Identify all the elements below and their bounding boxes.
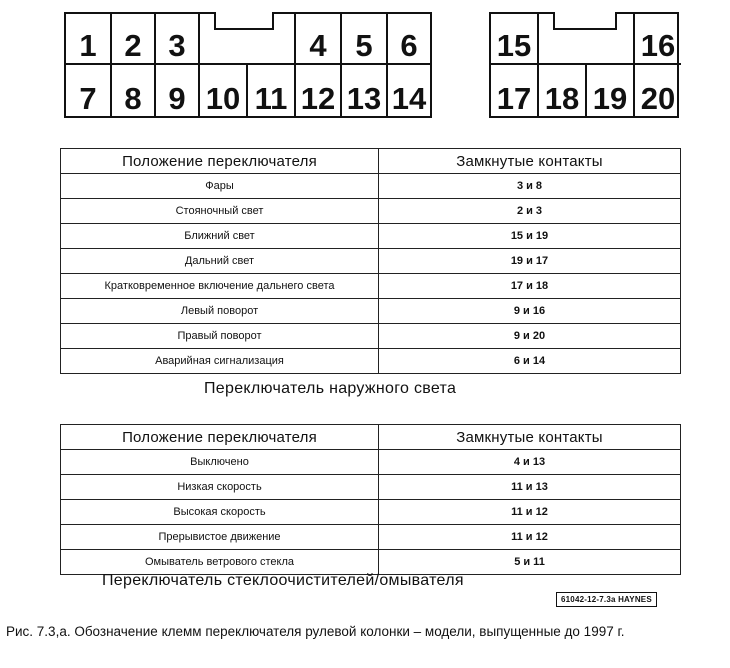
connector-right [489,12,679,118]
wiper-table [60,424,681,575]
column-header-contacts: Замкнутые контакты [379,149,681,174]
row-label: Омыватель ветрового стекла [61,550,379,575]
pin-11: 11 [248,65,296,116]
pin-13: 13 [342,65,388,116]
column-header-position: Положение переключателя [61,149,379,174]
figure-reference-stamp: 61042-12-7.3a HAYNES [556,592,657,607]
table-row [61,324,681,349]
table-header-row [61,149,681,174]
pin-7: 7 [66,65,112,116]
wiper-caption: Переключатель стеклоочистителей/омывателя [102,572,464,589]
exterior-light-caption: Переключатель наружного света [204,380,457,397]
row-value: 19 и 17 [379,249,681,274]
pin-18: 18 [539,65,587,116]
pin-16: 16 [635,14,681,65]
row-label: Левый поворот [61,299,379,324]
row-value: 11 и 13 [379,475,681,500]
connector-key-gap [200,14,296,65]
row-label: Прерывистое движение [61,525,379,550]
pin-14: 14 [391,81,427,116]
row-value: 17 и 18 [379,274,681,299]
row-label: Дальний свет [61,249,379,274]
pin-3: 3 [156,14,200,65]
table-row [61,199,681,224]
connector-notch [553,12,617,30]
table-row [61,450,681,475]
table-row [61,174,681,199]
table-row [61,525,681,550]
figure-caption: Рис. 7.3,а. Обозначение клемм переключателя рулевой колонки – модели, выпущенные до 1997 г. [6,624,625,639]
row-value: 11 и 12 [379,500,681,525]
column-header-contacts: Замкнутые контакты [379,425,681,450]
table-row [61,500,681,525]
row-label: Высокая скорость [61,500,379,525]
pin-1: 1 [66,14,112,65]
row-value: 2 и 3 [379,199,681,224]
pin-4: 4 [296,14,342,65]
row-value: 3 и 8 [379,174,681,199]
row-label: Аварийная сигнализация [61,349,379,374]
row-value: 6 и 14 [379,349,681,374]
row-label: Низкая скорость [61,475,379,500]
pin-9: 9 [156,65,200,116]
row-value: 4 и 13 [379,450,681,475]
table-row [61,274,681,299]
table-header-row [61,425,681,450]
row-value: 9 и 16 [379,299,681,324]
row-label: Стояночный свет [61,199,379,224]
connector-key-gap [539,14,635,65]
table-row [61,299,681,324]
pin-2: 2 [112,14,156,65]
table-row [61,224,681,249]
row-label: Фары [61,174,379,199]
row-label: Кратковременное включение дальнего света [61,274,379,299]
connector-notch [214,12,274,30]
row-value: 11 и 12 [379,525,681,550]
pin-10: 10 [200,65,248,116]
row-label: Ближний свет [61,224,379,249]
row-label: Правый поворот [61,324,379,349]
table-row [61,349,681,374]
row-value: 15 и 19 [379,224,681,249]
pin-8: 8 [112,65,156,116]
pin-6: 6 [388,14,430,65]
pin-12: 12 [296,65,342,116]
table-row [61,249,681,274]
pin-15: 15 [491,14,539,65]
pin-19: 19 [587,65,635,116]
row-value: 9 и 20 [379,324,681,349]
table-row [61,550,681,575]
row-label: Выключено [61,450,379,475]
pin-20: 20 [640,81,676,116]
row-value: 5 и 11 [379,550,681,575]
table-row [61,475,681,500]
column-header-position: Положение переключателя [61,425,379,450]
exterior-light-table [60,148,681,374]
pin-17: 17 [491,65,539,116]
pin-5: 5 [342,14,388,65]
connector-left [64,12,432,118]
